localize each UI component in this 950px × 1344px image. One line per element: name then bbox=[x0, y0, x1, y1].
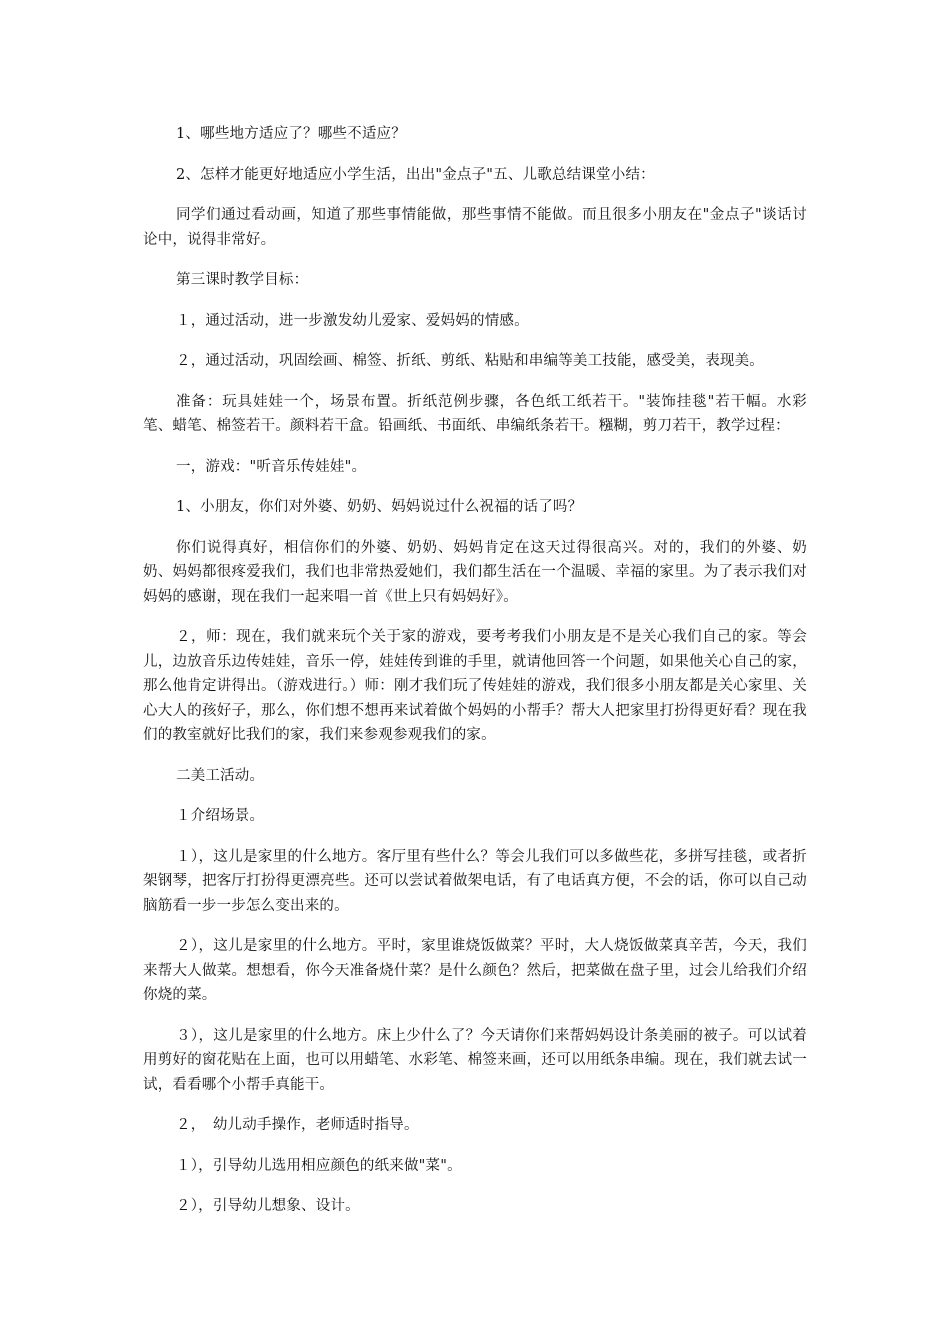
scene-bedroom: ３），这儿是家里的什么地方。床上少什么了？今天请你们来帮妈妈设计条美丽的被子。可以试着用剪好的窗花贴在上面，也可以用蜡笔、水彩笔、棉签来画，还可以用纸条串编。现在，我们就去试一试，看看哪个小帮手真能干。 bbox=[143, 1027, 807, 1093]
document-page bbox=[143, 122, 807, 1235]
paragraph-response: 你们说得真好，相信你们的外婆、奶奶、妈妈肯定在这天过得很高兴。对的，我们的外婆、奶奶、妈妈都很疼爱我们，我们也非常热爱她们，我们都生活在一个温暖、幸福的家里。为了表示我们对妈妈的感谢，现在我们一起来唱一首《世上只有妈妈好》。 bbox=[143, 539, 807, 605]
paragraph-question: 1、小朋友，你们对外婆、奶奶、妈妈说过什么祝福的话了吗？ bbox=[176, 499, 583, 515]
scene-intro-heading: １介绍场景。 bbox=[176, 808, 265, 824]
paragraph-1: 1、哪些地方适应了？哪些不适应？ bbox=[176, 126, 406, 142]
scene-living-room: １），这儿是家里的什么地方。客厅里有些什么？等会儿我们可以多做些花，多拼写挂毯，或者折架钢琴，把客厅打扮得更漂亮些。还可以尝试着做架电话，有了电话真方便，不会的话，你可以自己动脑筋看一步一步怎么变出来的。 bbox=[143, 848, 807, 914]
guidance-2: ２），引导幼儿想象、设计。 bbox=[176, 1198, 360, 1214]
paragraph-2: 2、怎样才能更好地适应小学生活，出出"金点子"五、儿歌总结课堂小结： bbox=[176, 166, 655, 183]
section-heading-third-lesson: 第三课时教学目标： bbox=[176, 272, 309, 288]
hands-on-heading: ２， 幼儿动手操作，老师适时指导。 bbox=[176, 1117, 419, 1133]
objective-2: ２，通过活动，巩固绘画、棉签、折纸、剪纸、粘贴和串编等美工技能，感受美，表现美。 bbox=[176, 353, 764, 369]
art-activity-heading: 二美工活动。 bbox=[176, 767, 265, 784]
paragraph-teacher-game: ２，师：现在，我们就来玩个关于家的游戏，要考考我们小朋友是不是关心我们自己的家。等会儿，边放音乐边传娃娃，音乐一停，娃娃传到谁的手里，就请他回答一个问题，如果他关心自己的家，那么他肯定讲得出。（游戏进行。）师：刚才我们玩了传娃娃的游戏，我们很多小朋友都是关心家里、关心大人的孩好子，那么，你们想不想再来试着做个妈妈的小帮手？帮大人把家里打扮得更好看？现在我们的教室就好比我们的家，我们来参观参观我们的家。 bbox=[143, 629, 807, 743]
scene-kitchen: ２），这儿是家里的什么地方。平时，家里谁烧饭做菜？平时，大人烧饭做菜真辛苦，今天，我们来帮大人做菜。想想看，你今天准备烧什菜？是什么颜色？然后，把菜做在盘子里，过会儿给我们介绍你烧的菜。 bbox=[143, 938, 807, 1003]
game-heading: 一，游戏："听音乐传娃娃"。 bbox=[176, 458, 367, 475]
guidance-1: １），引导幼儿选用相应颜色的纸来做"菜"。 bbox=[176, 1157, 462, 1174]
paragraph-3: 同学们通过看动画，知道了那些事情能做，那些事情不能做。而且很多小朋友在"金点子"谈话讨论中，说得非常好。 bbox=[143, 207, 807, 248]
preparation-paragraph: 准备：玩具娃娃一个，场景布置。折纸范例步骤，各色纸工纸若干。"装饰挂毯"若干幅。水彩笔、蜡笔、棉签若干。颜料若干盒。铅画纸、书面纸、串编纸条若干。糨糊，剪刀若干，教学过程： bbox=[143, 393, 807, 434]
objective-1: １，通过活动，进一步激发幼儿爱家、爱妈妈的情感。 bbox=[176, 312, 529, 329]
